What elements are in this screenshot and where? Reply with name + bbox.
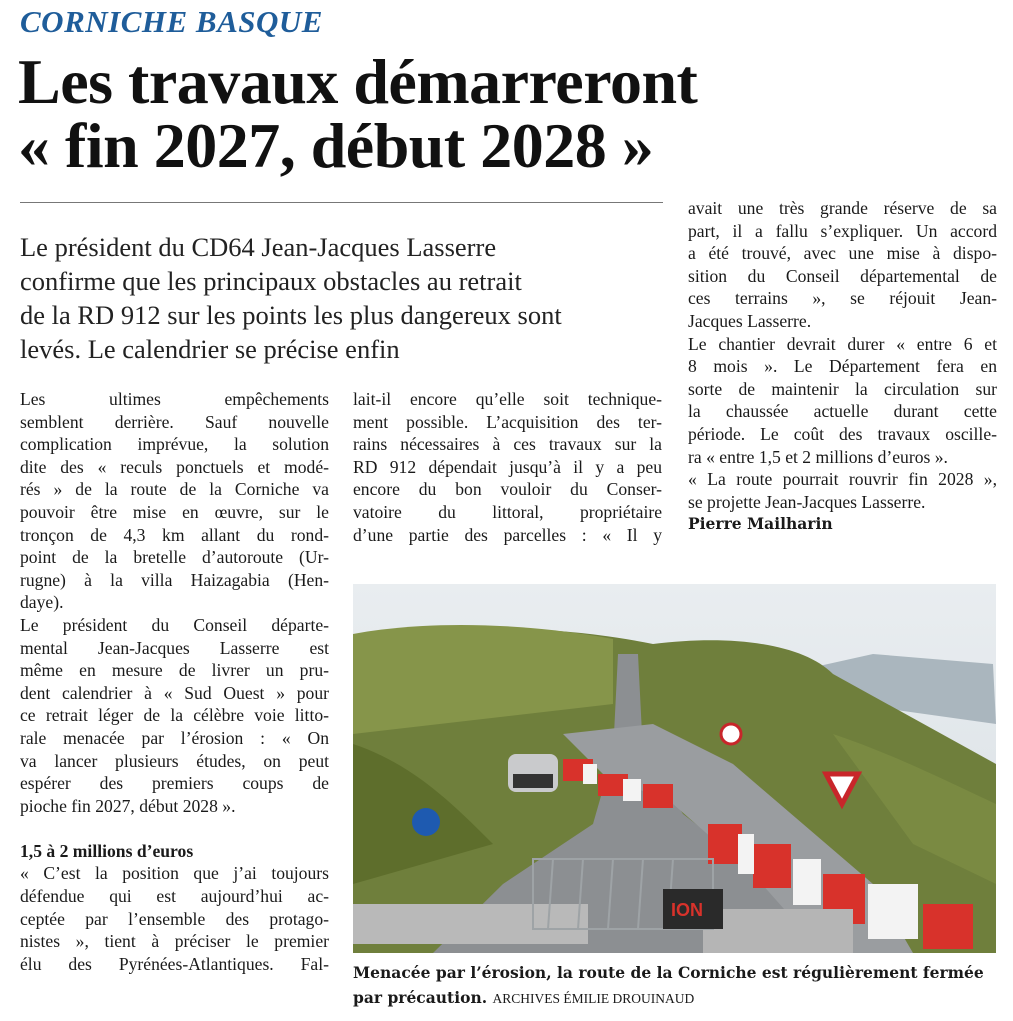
body-line: ra « entre 1,5 et 2 millions d’euros ». [688, 446, 948, 467]
body-line: Le président du Conseil départe- [20, 614, 329, 635]
body-line: semblent derrière. Sauf nouvelle [20, 411, 329, 432]
photo-credit: ARCHIVES ÉMILIE DROUINAUD [492, 991, 695, 1006]
column-1 [20, 388, 329, 975]
body-line: va lancer plusieurs études, on peut [20, 750, 329, 771]
body-line: daye). [20, 592, 64, 613]
body-line: ce retrait léger de la célèbre voie litto- [20, 705, 329, 726]
body-line: avait une très grande réserve de sa [688, 198, 997, 218]
body-line: rale menacée par l’érosion : « On [20, 727, 329, 748]
body-line: se projette Jean-Jacques Lasserre. [688, 491, 926, 512]
body-line: tronçon de 4,3 km allant du rond- [20, 524, 329, 545]
body-line: ment possible. L’acquisition des ter- [353, 411, 662, 432]
body-line: sition du Conseil départemental de [688, 265, 997, 286]
body-line: Le chantier devrait durer « entre 6 et [688, 333, 997, 354]
body-line: ces terrains », se réjouit Jean- [688, 288, 997, 309]
body-line: Jacques Lasserre. [688, 310, 812, 331]
body-line: complication imprévue, la solution [20, 434, 329, 455]
headline [18, 46, 698, 181]
subheading: 1,5 à 2 millions d’euros [20, 840, 194, 861]
deck-line: levés. Le calendrier se précise enfin [20, 334, 400, 364]
body-line: a été trouvé, avec une mise à dispo- [688, 243, 997, 264]
body-line [20, 817, 329, 840]
body-line: « C’est la position que j’ai toujours [20, 863, 329, 884]
body-line: nistes », tient à préciser le premier [20, 931, 329, 952]
deck-line: confirme que les principaux obstacles au retrait [20, 266, 522, 296]
body-line: mental Jean-Jacques Lasserre est [20, 637, 329, 658]
body-line: rains nécessaires à ces travaux sur la [353, 434, 662, 455]
body-line: lait-il encore qu’elle soit technique- [353, 389, 662, 409]
body-line: espérer des premiers coups de [20, 773, 329, 794]
column-2 [353, 388, 662, 546]
author-signature: Pierre Mailharin [688, 514, 833, 534]
sign-text: ION [671, 900, 704, 920]
kicker: CORNICHE BASQUE [20, 4, 323, 39]
article-photo [353, 584, 996, 953]
body-line: dent calendrier à « Sud Ouest » pour [20, 682, 329, 703]
body-line: défendue qui est aujourd’hui ac- [20, 886, 329, 907]
divider [20, 202, 663, 203]
body-line: RD 912 dépendait jusqu’à il y a peu [353, 456, 662, 477]
body-line: d’une partie des parcelles : « Il y [353, 524, 662, 545]
body-line: pioche fin 2027, début 2028 ». [20, 795, 236, 816]
body-line: dite des « reculs ponctuels et modé- [20, 456, 329, 477]
body-line: part, il a fallu s’expliquer. Un accord [688, 220, 997, 241]
body-line: rugne) à la villa Haizagabia (Hen- [20, 569, 329, 590]
body-line: vatoire du littoral, propriétaire [353, 501, 662, 522]
headline-line: Les travaux démarreront [18, 46, 698, 117]
body-line: ceptée par l’ensemble des protago- [20, 908, 329, 929]
deck [20, 230, 660, 366]
headline-line: « fin 2027, début 2028 » [18, 110, 654, 181]
body-line: période. Le coût des travaux oscille- [688, 423, 997, 444]
column-3 [688, 197, 997, 536]
photo-caption [353, 960, 993, 1011]
body-line: la chaussée actuelle durant cette [688, 401, 997, 422]
body-line: pouvoir être mise en œuvre, sur le [20, 501, 329, 522]
body-line: même en mesure de livrer un pru- [20, 660, 329, 681]
body-line: encore du bon vouloir du Conser- [353, 479, 662, 500]
body-line: élu des Pyrénées-Atlantiques. Fal- [20, 953, 329, 974]
body-line: rés » de la route de la Corniche va [20, 479, 329, 500]
deck-line: de la RD 912 sur les points les plus dangereux sont [20, 300, 562, 330]
body-line: 8 mois ». Le Département fera en [688, 356, 997, 377]
deck-line: Le président du CD64 Jean-Jacques Lasserre [20, 232, 497, 262]
body-line: Les ultimes empêchements [20, 389, 329, 409]
body-line: « La route pourrait rouvrir fin 2028 », [688, 469, 997, 490]
caption-text: Menacée par l’érosion, la route de la Corniche est régulièrement fermée par précaution. [353, 963, 984, 1007]
body-line: sorte de maintenir la circulation sur [688, 378, 997, 399]
body-line: point de la bretelle d’autoroute (Ur- [20, 547, 329, 568]
